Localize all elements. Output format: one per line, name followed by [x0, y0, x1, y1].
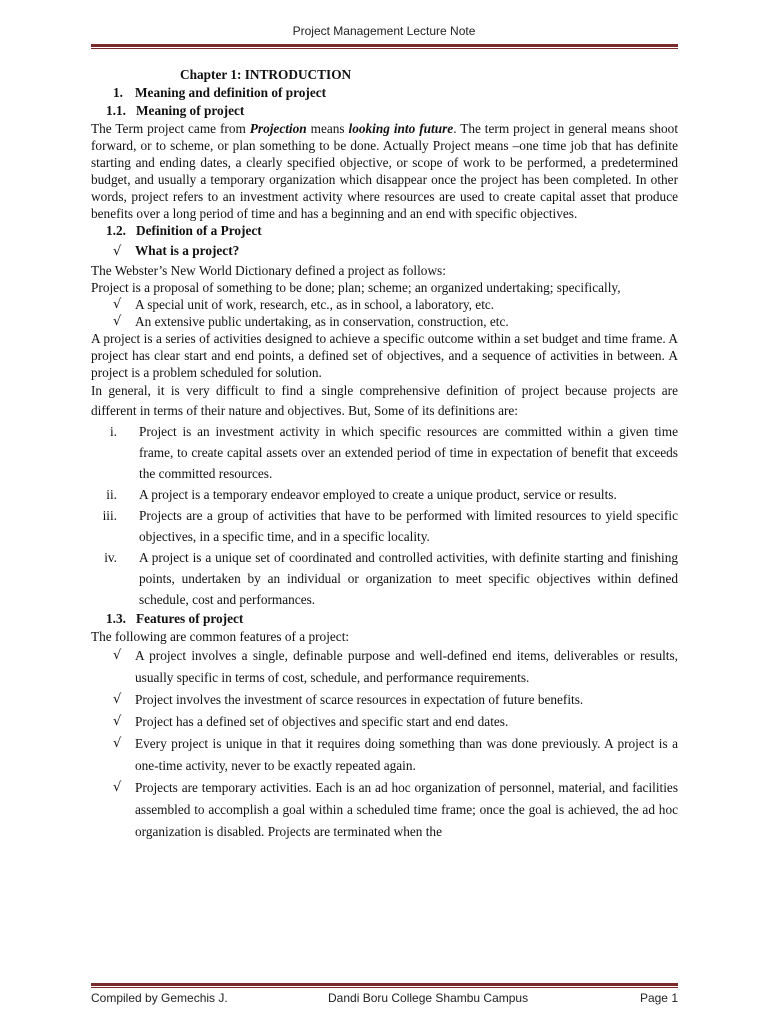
list-item	[91, 645, 678, 689]
list-item	[91, 313, 678, 330]
page-header: Project Management Lecture Note	[292, 24, 476, 38]
list-item-text: A project is a unique set of coordinated and controlled activities, with definite starting and finishing points, undertaken by an individual or organization to meet specific objectives within defined schedule, cost and performances.	[139, 550, 678, 607]
section-1-2-title: Definition of a Project	[136, 223, 262, 238]
header-rule-thin	[91, 48, 678, 49]
roman-numeral: iv.	[104, 550, 117, 565]
what-is-project-heading	[91, 242, 678, 261]
section-1-3-title: Features of project	[136, 611, 244, 626]
list-item-text: Projects are temporary activities. Each is an ad hoc organization of personnel, material, and facilities assembled to accomplish a goal within a scheduled time frame; once the goal is achieved, the ad hoc organization is disabled. Projects are terminated when the	[135, 780, 678, 839]
what-is-project-text: What is a project?	[135, 243, 240, 258]
list-item-text: A project is a temporary endeavor employed to create a unique product, service or results.	[139, 487, 617, 502]
section-1-1-number: 1.1.	[106, 103, 126, 118]
list-item-text: Project is an investment activity in which specific resources are committed within a given time frame, to create capital assets over an extended period of time in expectation of benefit that exceeds the committed resources.	[139, 424, 678, 481]
list-item	[91, 296, 678, 313]
list-item-text: Every project is unique in that it requires doing something than was done previously. A project is a one-time activity, never to be exactly repeated again.	[135, 736, 678, 773]
check-icon: √	[113, 314, 122, 329]
footer-rule	[91, 983, 678, 986]
page-content	[91, 66, 678, 843]
general-paragraph: In general, it is very difficult to find a single comprehensive definition of project because projects are different in terms of their nature and objectives. But, Some of its definitions are:	[91, 383, 678, 418]
meaning-paragraph	[91, 120, 678, 222]
roman-numeral: ii.	[106, 487, 117, 502]
list-item	[91, 505, 678, 547]
section-1-1-title: Meaning of project	[136, 103, 245, 118]
definitions-list	[91, 421, 678, 610]
section-1-3-number: 1.3.	[106, 611, 126, 626]
meaning-text-rest: . The term project in general means shoot forward, or to scheme, or plan something to be done. Actually Project means –one time job that has definite starting and ending dates, a clearly specified objective, or scope of work to be performed, a predetermined budget, and usually a temporary organization which disappear once the project has been completed. In other words, project refers to an investment activity where resources are used to create capital asset that produce benefits over a long period of time and has a beginning and an end with specific objectives.	[91, 121, 679, 221]
footer-institution: Dandi Boru College Shambu Campus	[328, 991, 529, 1005]
webster-paragraph: The Webster’s New World Dictionary defined a project as follows:	[91, 263, 446, 278]
check-icon: √	[113, 244, 122, 259]
check-icon: √	[113, 736, 122, 751]
check-icon: √	[113, 714, 122, 729]
meaning-text-means: means	[306, 121, 349, 136]
proposal-paragraph: Project is a proposal of something to be done; plan; scheme; an organized undertaking; specifically,	[91, 280, 621, 295]
check-icon: √	[113, 648, 122, 663]
section-1-title: Meaning and definition of project	[135, 85, 327, 100]
dictionary-bullet-list	[91, 296, 678, 330]
list-item	[91, 777, 678, 843]
header-rule	[91, 44, 678, 47]
list-item-text: Project involves the investment of scarce resources in expectation of future benefits.	[135, 692, 584, 707]
section-1-1-heading	[91, 102, 678, 120]
section-1-heading	[91, 84, 678, 102]
footer-author: Compiled by Gemechis J.	[91, 991, 228, 1005]
list-item	[91, 547, 678, 610]
features-bullet-list	[91, 645, 678, 843]
check-icon: √	[113, 780, 122, 795]
series-paragraph: A project is a series of activities designed to achieve a specific outcome within a set budget and time frame. A project has clear start and end points, a defined set of objectives, and a sequence of activities in between. A project is a problem scheduled for solution.	[91, 331, 678, 380]
roman-numeral: i.	[109, 424, 117, 439]
section-1-number: 1.	[113, 85, 123, 100]
check-icon: √	[113, 692, 122, 707]
chapter-title: Chapter 1: INTRODUCTION	[180, 67, 352, 82]
roman-numeral: iii.	[102, 508, 117, 523]
section-1-2-number: 1.2.	[106, 223, 126, 238]
list-item-text: Project has a defined set of objectives and specific start and end dates.	[135, 714, 509, 729]
list-item	[91, 484, 678, 505]
list-item-text: A special unit of work, research, etc., as in school, a laboratory, etc.	[135, 297, 495, 312]
list-item	[91, 711, 678, 733]
list-item	[91, 421, 678, 484]
projection-term: Projection	[249, 121, 307, 136]
meaning-text-start: The Term project came from	[91, 121, 250, 136]
section-1-3-heading	[91, 610, 678, 628]
list-item-text: Projects are a group of activities that have to be performed with limited resources to yield specific objectives, in a specific time, and in a specific locality.	[139, 508, 678, 544]
page-number: Page 1	[639, 991, 678, 1005]
list-item-text: An extensive public undertaking, as in conservation, construction, etc.	[135, 314, 509, 329]
footer-rule-thin	[91, 987, 678, 988]
section-1-2-heading	[91, 222, 678, 240]
looking-into-future-term: looking into future	[348, 121, 454, 136]
check-icon: √	[113, 297, 122, 312]
list-item	[91, 733, 678, 777]
features-intro: The following are common features of a project:	[91, 629, 350, 644]
list-item-text: A project involves a single, definable purpose and well-defined end items, deliverables or results, usually specific in terms of cost, schedule, and performance requirements.	[135, 648, 678, 685]
list-item	[91, 689, 678, 711]
